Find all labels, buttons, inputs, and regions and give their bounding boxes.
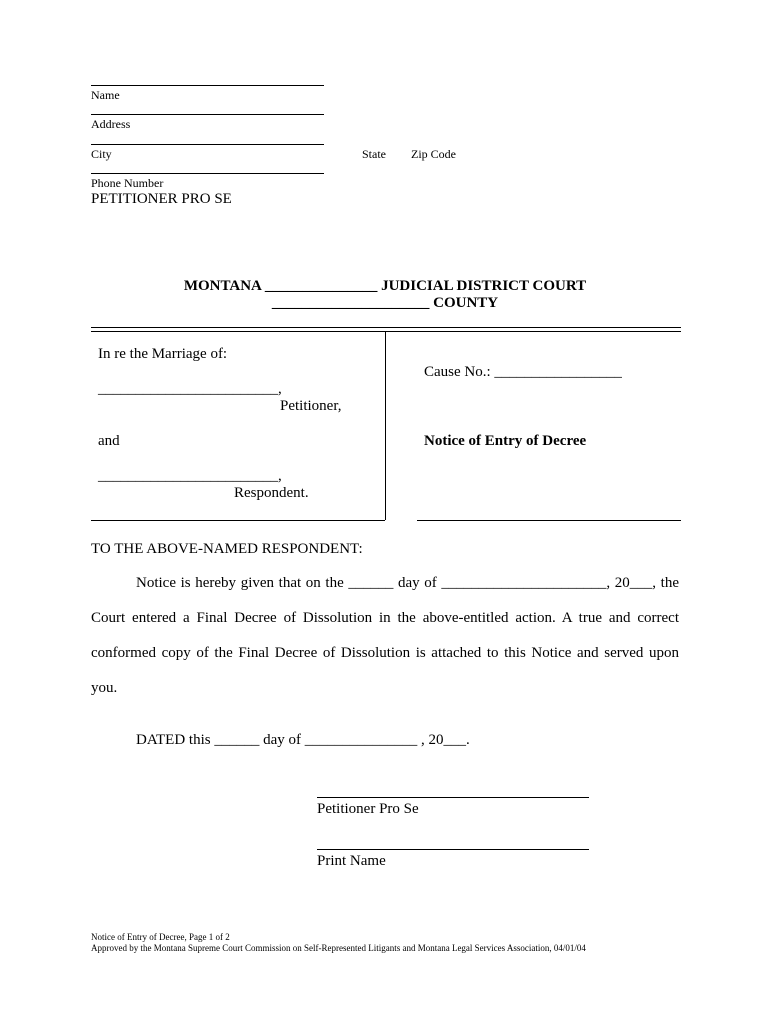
state-label: State bbox=[362, 147, 386, 161]
notice-line-3: conformed copy of the Final Decree of Dissolution is attached to this Notice and served upon bbox=[91, 645, 679, 661]
cause-number: Cause No.: _________________ bbox=[424, 364, 622, 380]
city-label: City bbox=[91, 147, 112, 161]
court-name: MONTANA _______________ JUDICIAL DISTRICT COURT bbox=[183, 278, 587, 294]
zip-label: Zip Code bbox=[411, 147, 456, 161]
footer-page: Notice of Entry of Decree, Page 1 of 2 bbox=[91, 932, 230, 942]
petitioner-name-blank: ________________________, bbox=[98, 381, 282, 397]
address-line bbox=[91, 114, 324, 115]
print-name-line bbox=[317, 849, 589, 850]
salutation: TO THE ABOVE-NAMED RESPONDENT: bbox=[91, 541, 363, 557]
caption-top-rule-1 bbox=[91, 327, 681, 328]
city-line bbox=[91, 144, 324, 145]
footer-approval: Approved by the Montana Supreme Court Commission on Self-Represented Litigants and Montana Legal Services Association, 04/01/04 bbox=[91, 943, 586, 953]
name-label: Name bbox=[91, 88, 120, 102]
phone-line bbox=[91, 173, 324, 174]
address-label: Address bbox=[91, 117, 131, 131]
notice-line-1: Notice is hereby given that on the ______ day of ______________________, 20___, the bbox=[136, 575, 679, 591]
caption-divider bbox=[385, 332, 386, 520]
document-title: Notice of Entry of Decree bbox=[424, 433, 587, 449]
print-name-label: Print Name bbox=[317, 853, 386, 869]
caption-top-rule-2 bbox=[91, 331, 681, 332]
signature-label: Petitioner Pro Se bbox=[317, 801, 419, 817]
respondent-name-blank: ________________________, bbox=[98, 468, 282, 484]
dated-line: DATED this ______ day of _______________ , 20___. bbox=[136, 732, 470, 748]
caption-bottom-rule-right bbox=[417, 520, 681, 521]
signature-line bbox=[317, 797, 589, 798]
petitioner-pro-se-heading: PETITIONER PRO SE bbox=[91, 191, 232, 207]
notice-line-2: Court entered a Final Decree of Dissolution in the above-entitled action. A true and correct bbox=[91, 610, 679, 626]
notice-line-4: you. bbox=[91, 680, 118, 696]
county-line: _____________________ COUNTY bbox=[271, 295, 499, 311]
respondent-label: Respondent. bbox=[234, 485, 309, 501]
phone-label: Phone Number bbox=[91, 176, 164, 190]
caption-bottom-rule-left bbox=[91, 520, 385, 521]
petitioner-label: Petitioner, bbox=[280, 398, 342, 414]
in-re-marriage: In re the Marriage of: bbox=[98, 346, 228, 362]
name-line bbox=[91, 85, 324, 86]
and-text: and bbox=[98, 433, 120, 449]
